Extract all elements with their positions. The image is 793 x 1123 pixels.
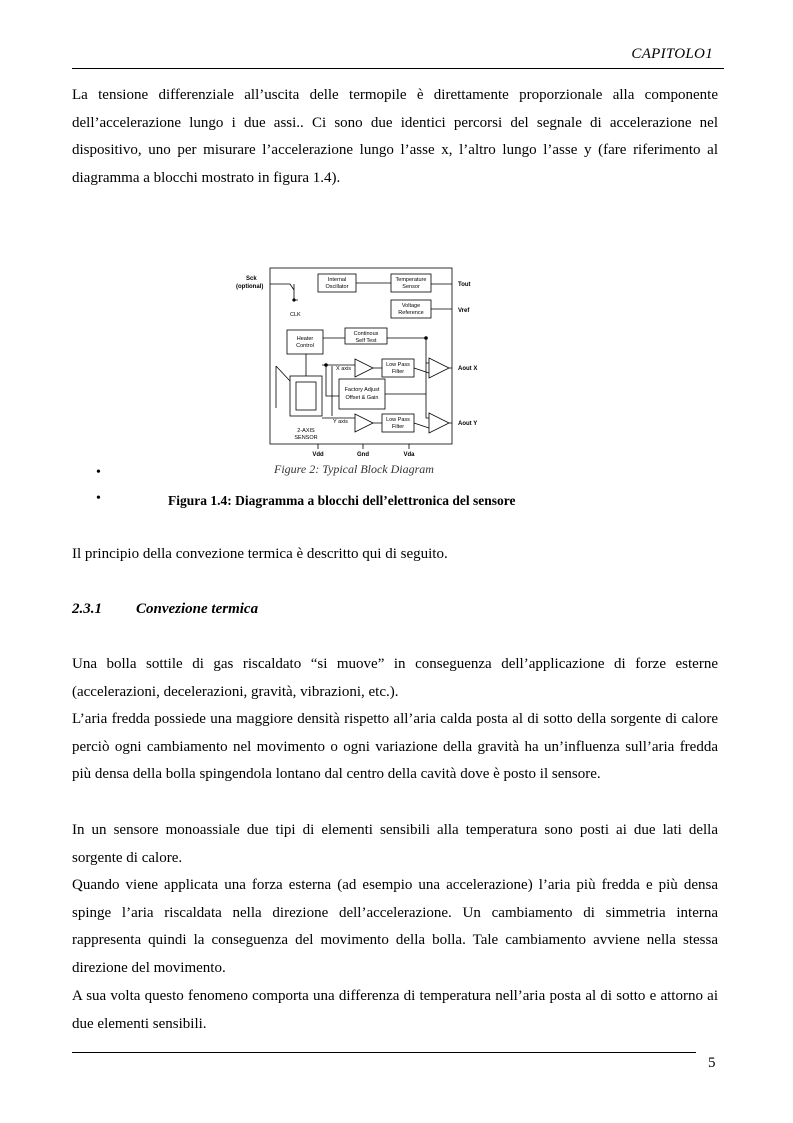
paragraph-external-force: Quando viene applicata una forza esterna (ad esempio una accelerazione) l’aria più fredda e più densa spinge l’aria riscaldata nella direzione dell’accelerazione. Un cambiamento di simmetria interna rappresenta quindi la conseguenza del movimento della bolla. Tale cambiamento avviene nella stessa direzione del movimento. <box>72 877 718 976</box>
footer-rule <box>72 1052 696 1053</box>
paragraph-temperature-difference: A sua volta questo fenomeno comporta una differenza di temperatura nell’aria posta al di sotto e attorno ai due elementi sensibili. <box>72 988 718 1032</box>
label-filter-y: Filter <box>391 424 405 430</box>
label-optional: (optional) <box>236 284 264 290</box>
label-x-axis: X axis <box>336 366 351 372</box>
label-control: Control <box>296 343 314 349</box>
figure-caption: Figura 1.4: Diagramma a blocchi dell’elettronica del sensore <box>168 493 516 508</box>
amp-y2 <box>429 413 449 433</box>
label-temperature: Temperature <box>395 277 427 283</box>
label-vdd: Vdd <box>312 452 324 458</box>
amp-x1 <box>355 359 373 377</box>
label-sensor: Sensor <box>402 284 420 290</box>
bullet-2: • <box>96 491 101 506</box>
label-low-pass-y: Low Pass <box>386 417 410 423</box>
label-heater: Heater <box>296 336 314 342</box>
amp-x2 <box>429 358 449 378</box>
label-internal: Internal <box>327 277 347 283</box>
paragraph-monoaxial: In un sensore monoassiale due tipi di elementi sensibili alla temperatura sono posti ai due lati della sorgente di calore. <box>72 822 718 866</box>
label-tout: Tout <box>458 282 471 288</box>
label-reference: Reference <box>398 310 424 316</box>
section-number: 2.3.1 <box>72 601 102 617</box>
label-aout-x: Aout X <box>458 366 478 372</box>
page-number: 5 <box>708 1055 716 1071</box>
label-voltage: Voltage <box>401 303 421 309</box>
bullet-1: • <box>96 465 101 480</box>
label-sck: Sck <box>246 276 257 282</box>
label-self-test: Self Test <box>355 338 377 344</box>
label-2-axis: 2-AXIS <box>297 428 315 434</box>
label-offset-gain: Offset & Gain <box>345 395 379 401</box>
label-vda: Vda <box>403 452 415 458</box>
chapter-header: CAPITOLO1 <box>631 46 713 62</box>
heater-block <box>287 330 323 354</box>
figure-inner-caption: Figure 2: Typical Block Diagram <box>274 462 434 476</box>
chip-outline <box>270 268 452 444</box>
paragraph-thermopile: La tensione differenziale all’uscita delle termopile è direttamente proporzionale alla componente dell’accelerazione lungo i due assi.. Ci sono due identici percorsi del segnale di accelerazione nel dispositivo, uno per misurare l’accelerazione lungo l’asse x, l’altro lungo l’asse y (fare riferimento al diagramma a blocchi mostrato in figura 1.4). <box>72 87 718 186</box>
amp-y1 <box>355 414 373 432</box>
paragraph-bubble: Una bolla sottile di gas riscaldato “si muove” in conseguenza dell’applicazione di forze esterne (accelerazioni, decelerazioni, gravità, vibrazioni, etc.). <box>72 656 718 700</box>
factory-adjust-block <box>339 379 385 409</box>
label-filter-x: Filter <box>391 369 405 375</box>
intro-sentence: Il principio della convezione termica è descritto qui di seguito. <box>72 546 448 562</box>
label-y-axis: Y axis <box>333 419 348 425</box>
label-low-pass-x: Low Pass <box>386 362 410 368</box>
section-title: Convezione termica <box>136 601 259 617</box>
label-gnd: Gnd <box>357 452 369 458</box>
label-vref: Vref <box>458 308 470 314</box>
block-diagram <box>232 266 488 462</box>
label-aout-y: Aout Y <box>458 421 478 427</box>
paragraph-cold-air: L’aria fredda possiede una maggiore densità rispetto all’aria calda posta al di sotto della sorgente di calore perciò ogni cambiamento nel movimento o ogni variazione della gravità ha un’influenza sull’aria fredda più densa della bolla spingendola lontano dal centro della cavità dove è posto il sensore. <box>72 711 718 782</box>
label-sensor-2: SENSOR <box>294 435 318 441</box>
label-factory-adjust: Factory Adjust <box>344 387 380 393</box>
header-rule <box>72 68 724 69</box>
label-clk: CLK <box>290 312 301 318</box>
label-continous: Continous <box>353 331 379 337</box>
label-oscillator: Oscillator <box>325 284 349 290</box>
